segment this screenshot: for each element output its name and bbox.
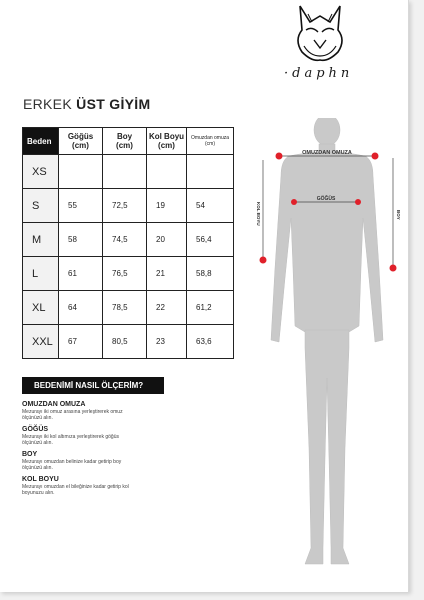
cell-boy: 76,5 bbox=[103, 257, 147, 291]
guide-item bbox=[22, 400, 172, 421]
title-bold: ÜST GİYİM bbox=[76, 96, 151, 112]
cell-gogus: 55 bbox=[59, 189, 103, 223]
shoulder-marker-left bbox=[276, 153, 283, 160]
length-marker bbox=[390, 265, 397, 272]
cell-omuz: 61,2 bbox=[187, 291, 234, 325]
table-row bbox=[23, 257, 234, 291]
cell-kol: 23 bbox=[147, 325, 187, 359]
cell-kol: 21 bbox=[147, 257, 187, 291]
cell-gogus: 61 bbox=[59, 257, 103, 291]
guide-item-desc: Mezurayı iki omuz arasına yerleştirerek omuz ölçünüzü alın. bbox=[22, 409, 123, 421]
chest-marker-right bbox=[355, 199, 361, 205]
row-size: S bbox=[23, 189, 59, 223]
cell-gogus: 58 bbox=[59, 223, 103, 257]
guide-item-desc: Mezurayı omuzdan belinize kadar getirip boy ölçünüzü alın. bbox=[22, 459, 122, 471]
cell-gogus: 67 bbox=[59, 325, 103, 359]
sleeve-label: KOL BOYU bbox=[256, 202, 261, 226]
shoulder-label: OMUZDAN OMUZA bbox=[302, 150, 352, 156]
row-size: M bbox=[23, 223, 59, 257]
guide-list bbox=[22, 400, 172, 500]
page-title bbox=[23, 96, 150, 112]
human-silhouette-icon bbox=[271, 118, 383, 564]
row-size: XS bbox=[23, 155, 59, 189]
table-row bbox=[23, 223, 234, 257]
table-header-row bbox=[23, 128, 234, 155]
body-figure bbox=[245, 118, 410, 578]
guide-item-title: GÖĞÜS bbox=[22, 426, 49, 433]
length-label: BOY bbox=[396, 210, 401, 220]
row-size: XXL bbox=[23, 325, 59, 359]
guide-item-title: OMUZDAN OMUZA bbox=[22, 401, 86, 408]
guide-item bbox=[22, 475, 172, 496]
cell-boy: 78,5 bbox=[103, 291, 147, 325]
cell-kol: 20 bbox=[147, 223, 187, 257]
brand-wordmark: ·daphn bbox=[284, 66, 354, 81]
header-gogus: Göğüs (cm) bbox=[59, 128, 103, 155]
cell-omuz: 54 bbox=[187, 189, 234, 223]
row-size: L bbox=[23, 257, 59, 291]
shoulder-marker-right bbox=[372, 153, 379, 160]
cell-omuz: 56,4 bbox=[187, 223, 234, 257]
chest-label: GÖĞÜS bbox=[316, 196, 336, 202]
cell-boy: 80,5 bbox=[103, 325, 147, 359]
cell-kol: 22 bbox=[147, 291, 187, 325]
sleeve-marker bbox=[260, 257, 267, 264]
cell-kol: 19 bbox=[147, 189, 187, 223]
cell-kol bbox=[147, 155, 187, 189]
chest-marker-left bbox=[291, 199, 297, 205]
guide-item-title: KOL BOYU bbox=[22, 476, 59, 483]
cell-gogus: 64 bbox=[59, 291, 103, 325]
cell-boy: 74,5 bbox=[103, 223, 147, 257]
table-row bbox=[23, 189, 234, 223]
table-row bbox=[23, 155, 234, 189]
guide-item-title: BOY bbox=[22, 451, 38, 458]
header-kol-boyu: Kol Boyu (cm) bbox=[147, 128, 187, 155]
cell-boy bbox=[103, 155, 147, 189]
header-beden: Beden bbox=[23, 128, 59, 155]
cell-gogus bbox=[59, 155, 103, 189]
header-boy: Boy (cm) bbox=[103, 128, 147, 155]
table-row bbox=[23, 291, 234, 325]
wolf-logo-icon bbox=[280, 0, 360, 64]
row-size: XL bbox=[23, 291, 59, 325]
cell-omuz: 58,8 bbox=[187, 257, 234, 291]
guide-item-desc: Mezurayı omuzdan el bileğinize kadar getirip kol boyunuzu alın. bbox=[22, 484, 129, 496]
size-table bbox=[22, 127, 234, 359]
cell-omuz bbox=[187, 155, 234, 189]
guide-item bbox=[22, 425, 172, 446]
guide-item bbox=[22, 450, 172, 471]
guide-heading: BEDENİMİ NASIL ÖLÇERİM? bbox=[22, 377, 164, 394]
title-light: ERKEK bbox=[23, 96, 72, 112]
guide-item-desc: Mezurayı iki kol altımıza yerleştirerek göğüs ölçünüzü alın. bbox=[22, 434, 119, 446]
cell-omuz: 63,6 bbox=[187, 325, 234, 359]
table-row bbox=[23, 325, 234, 359]
cell-boy: 72,5 bbox=[103, 189, 147, 223]
header-omuzdan-omuza: Omuzdan omuza (cm) bbox=[187, 128, 234, 155]
